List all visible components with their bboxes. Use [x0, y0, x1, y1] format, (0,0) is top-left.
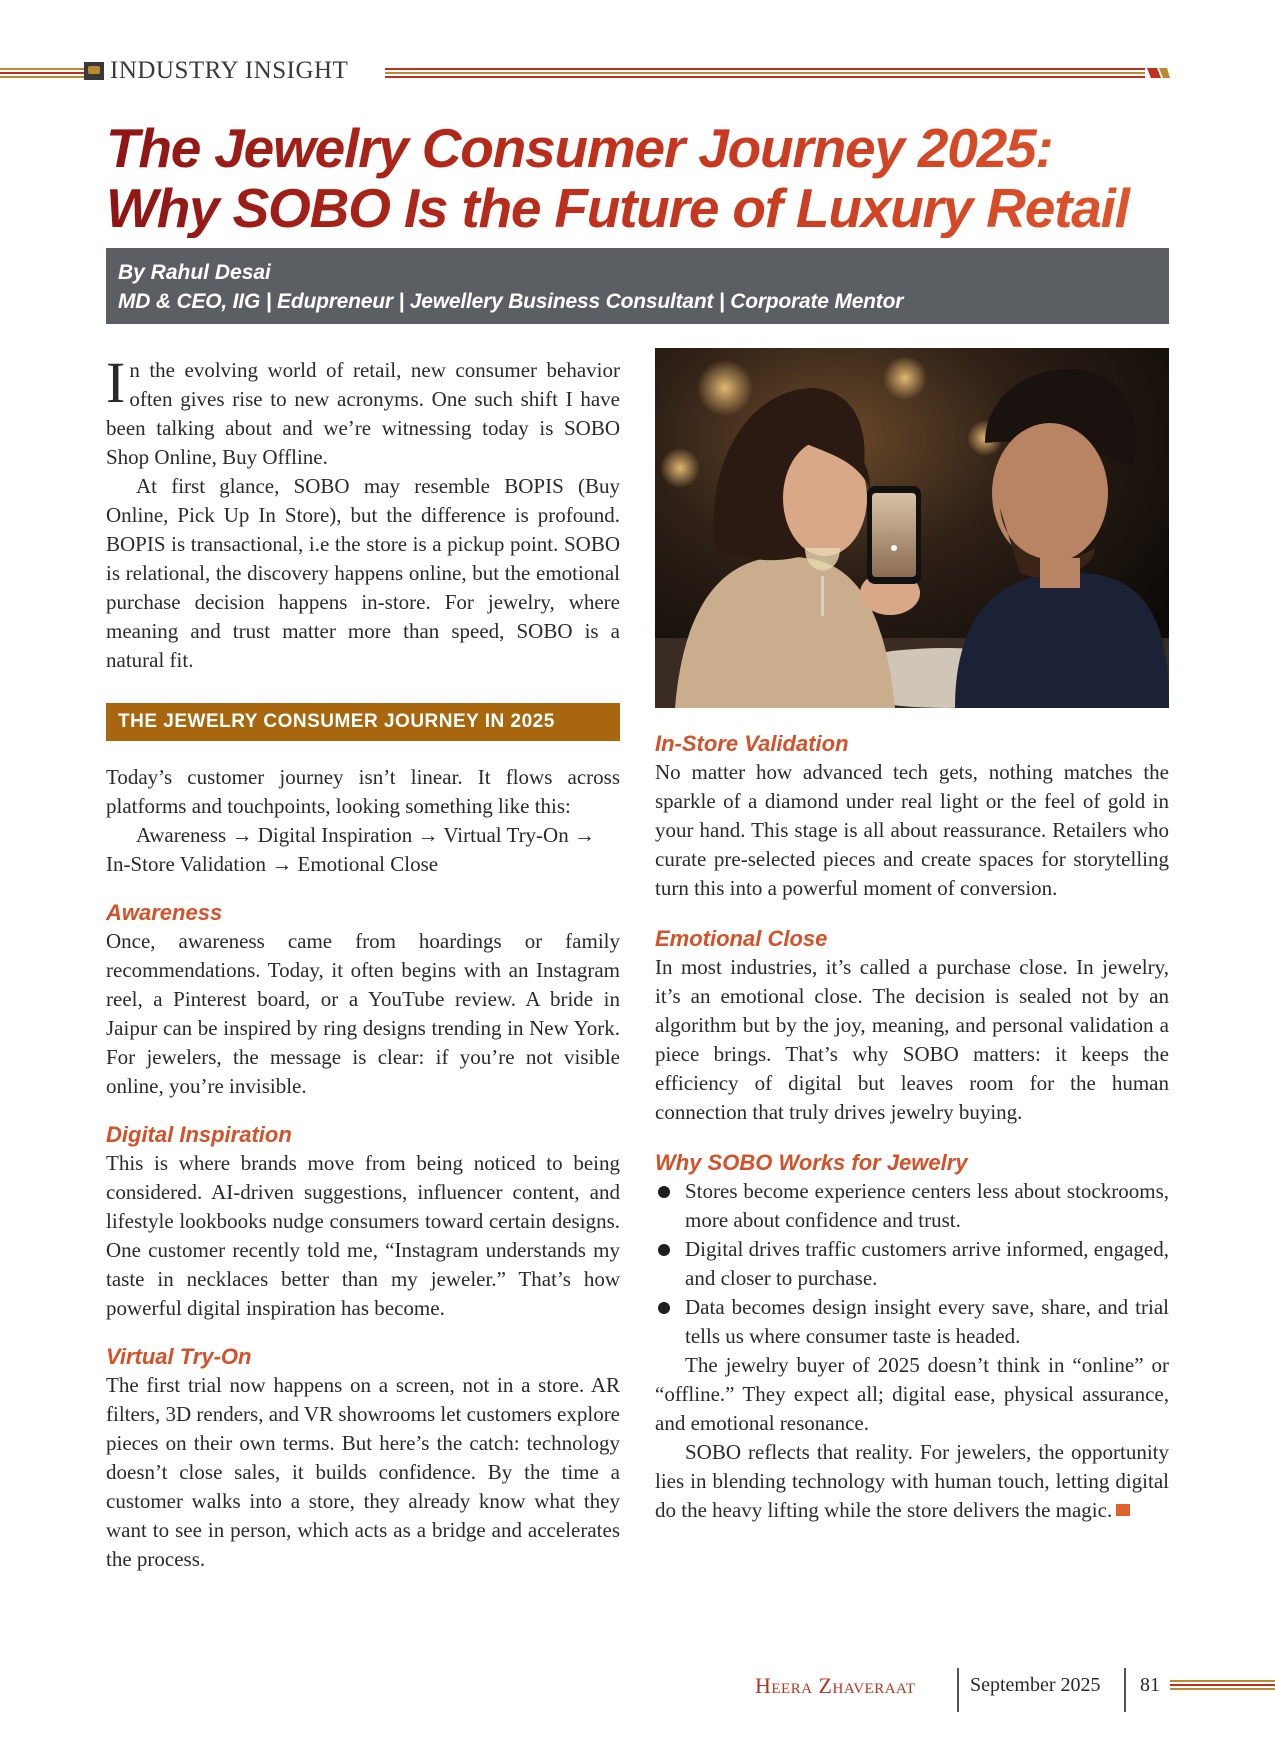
in-store-validation-body: No matter how advanced tech gets, nothing matches the sparkle of a diamond under real light or the feel of gold in your hand. This stage is all about reassurance. Retailers who curate pre-selected pieces and create spaces for storytelling turn this into a powerful moment of conversion.: [655, 760, 1169, 900]
digital-inspiration-body: This is where brands move from being noticed to being considered. AI-driven suggestions, influencer content, and lifestyle lookbooks nudge consumers toward certain designs. One customer recently told me, “Instagram understands my taste in necklaces better than my jeweler.” That’s how powerful digital inspiration has become.: [106, 1151, 620, 1320]
section-label: INDUSTRY INSIGHT: [110, 57, 349, 84]
drop-cap: I: [106, 350, 126, 415]
author-name: By Rahul Desai: [118, 261, 271, 284]
article-title: [106, 118, 1176, 238]
byline-box: [106, 248, 1169, 324]
magazine-name: Heera Zhaveraat: [755, 1673, 916, 1698]
header-rule-left: [0, 68, 84, 78]
section-banner: THE JEWELRY CONSUMER JOURNEY IN 2025: [106, 703, 620, 741]
virtual-try-on-heading: Virtual Try-On: [106, 1344, 252, 1369]
awareness-heading: Awareness: [106, 900, 223, 925]
couple-phone-photo: [655, 348, 1169, 708]
intro-paragraph-1: [106, 350, 620, 472]
in-store-validation-heading: In-Store Validation: [655, 731, 849, 756]
journey-intro: Today’s customer journey isn’t linear. It flows across platforms and touchpoints, looking something like this:: [106, 765, 620, 818]
intro-p1-text: n the evolving world of retail, new consumer behavior often gives rise to new acronyms. One such shift I have been talking about and we’re witnessing today is SOBO Shop Online, Buy Offline.: [106, 358, 620, 469]
closing-p2-text: SOBO reflects that reality. For jewelers, the opportunity lies in blending technology with human touch, letting digital do the heavy lifting while the store delivers the magic.: [655, 1440, 1169, 1522]
virtual-try-on-body: The first trial now happens on a screen, not in a store. AR filters, 3D renders, and VR showrooms let customers explore pieces on their own terms. But here’s the catch: technology doesn’t close sales, it builds confidence. By the time a customer walks into a store, they already know what they want to see in person, which acts as a bridge and accelerates the process.: [106, 1373, 621, 1571]
footer-divider: [1124, 1668, 1126, 1712]
footer-divider: [957, 1668, 959, 1712]
left-column: [106, 352, 620, 1574]
page-number: 81: [1140, 1674, 1160, 1696]
emotional-close-heading: Emotional Close: [655, 926, 828, 951]
journey-flow: Awareness → Digital Inspiration → Virtual Try-On → In-Store Validation → Emotional Close: [106, 823, 595, 876]
why-sobo-heading: Why SOBO Works for Jewelry: [655, 1150, 968, 1175]
intro-paragraph-2: At first glance, SOBO may resemble BOPIS (Buy Online, Pick Up In Store), but the difference is profound. BOPIS is transactional, i.e the store is a pickup point. SOBO is relational, the discovery happens online, but the emotional purchase decision happens in-store. For jewelry, where meaning and trust matter more than speed, SOBO is a natural fit.: [106, 474, 620, 672]
emotional-close-body: In most industries, it’s called a purchase close. In jewelry, it’s an emotional close. The decision is sealed not by an algorithm but by the joy, meaning, and personal validation a piece brings. That’s why SOBO matters: it keeps the efficiency of digital but leaves room for the human connection that truly drives jewelry buying.: [655, 955, 1169, 1124]
magazine-logo-icon: [84, 62, 104, 80]
title-line-2: Why SOBO Is the Future of Luxury Retail: [106, 177, 1129, 239]
right-column: [655, 730, 1169, 1525]
awareness-body: Once, awareness came from hoardings or family recommendations. Today, it often begins with an Instagram reel, a Pinterest board, or a YouTube review. A bride in Jaipur can be inspired by ring designs trending in New York. For jewelers, the message is clear: if you’re not visible online, you’re invisible.: [106, 929, 620, 1098]
closing-paragraph-2: [655, 1438, 1169, 1525]
header-rule-right: [385, 68, 1170, 78]
list-item: Digital drives traffic customers arrive informed, engaged, and closer to purchase.: [655, 1235, 1169, 1293]
digital-inspiration-heading: Digital Inspiration: [106, 1122, 292, 1147]
footer-rule: [1170, 1680, 1275, 1690]
end-mark-icon: [1116, 1504, 1130, 1516]
closing-paragraph-1: The jewelry buyer of 2025 doesn’t think in “online” or “offline.” They expect all; digital ease, physical assurance, and emotional resonance.: [655, 1353, 1169, 1435]
author-role: MD & CEO, IIG | Edupreneur | Jewellery Business Consultant | Corporate Mentor: [118, 290, 904, 313]
why-sobo-list: [655, 1177, 1169, 1351]
list-item: Data becomes design insight every save, share, and trial tells us where consumer taste is headed.: [655, 1293, 1169, 1351]
title-line-1: The Jewelry Consumer Journey 2025:: [106, 117, 1053, 179]
issue-date: September 2025: [970, 1674, 1101, 1696]
list-item: Stores become experience centers less about stockrooms, more about confidence and trust.: [655, 1177, 1169, 1235]
